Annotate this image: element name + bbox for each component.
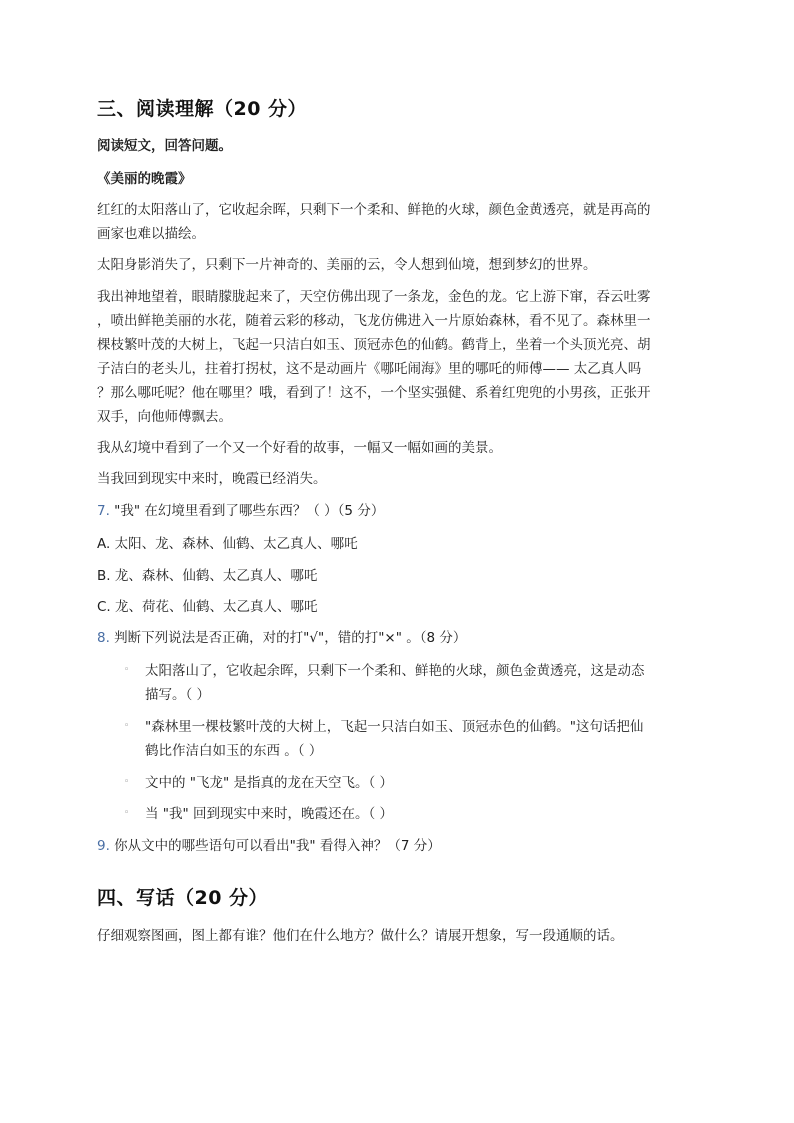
text-line: 文中的 "飞龙" 是指真的龙在天空飞。（ ） [145,775,394,791]
question-text: 你从文中的哪些语句可以看出"我" 看得入神？（7 分） [109,838,441,854]
passage-paragraph-2: 太阳身影消失了，只剩下一片神奇的、美丽的云，令人想到仙境，想到梦幻的世界。 [97,257,597,273]
bullet-icon: ◦ [124,721,130,731]
section4-title: 四、写话（20 分） [97,887,269,909]
question-number: 9. [97,838,110,854]
text-line: "森林里一棵枝繁叶茂的大树上，飞起一只洁白如玉、顶冠赤色的仙鹤。"这句话把仙 [145,719,644,735]
q7-option-b: B. 龙、森林、仙鹤、太乙真人、哪吒 [97,568,318,584]
q8-statement-3 [145,771,705,795]
text-line: 鹤比作洁白如玉的东西 。（ ） [145,743,323,759]
section4-instruction: 仔细观察图画，图上都有谁？他们在什么地方？做什么？请展开想象，写一段通顺的话。 [97,928,624,944]
question-number: 7. [97,503,110,519]
text-line: 双手，向他师傅飘去。 [97,409,232,425]
text-line: 棵枝繁叶茂的大树上，飞起一只洁白如玉、顶冠赤色的仙鹤。鹤背上，坐着一个头顶光亮、胡 [97,337,651,353]
text-line: 画家也难以描绘。 [97,226,205,242]
passage-paragraph-4: 我从幻境中看到了一个又一个好看的故事，一幅又一幅如画的美景。 [97,440,502,456]
passage-paragraph-3 [97,285,702,429]
text-line: 我出神地望着，眼睛朦胧起来了，天空仿佛出现了一条龙，金色的龙。它上游下窜，吞云吐雾 [97,289,651,305]
q8-statement-2 [145,715,705,763]
text-line: 描写。（ ） [145,687,211,703]
text-line: 太阳落山了，它收起余晖，只剩下一个柔和、鲜艳的火球，颜色金黄透亮，这是动态 [145,663,645,679]
bullet-icon: ◦ [124,777,130,787]
question-text: "我" 在幻境里看到了哪些东西？（ ）（5 分） [109,503,385,519]
passage-paragraph-1 [97,198,702,246]
bullet-icon: ◦ [124,808,130,818]
question-number: 8. [97,630,110,646]
text-line: ，喷出鲜艳美丽的水花，随着云彩的移动，飞龙仿佛进入一片原始森林，看不见了。森林里一 [97,313,651,329]
text-line: 子洁白的老头儿，拄着打拐杖，这不是动画片《哪吒闹海》里的哪吒的师傅—— 太乙真人吗 [97,361,642,377]
q8-statement-1 [145,659,705,707]
q7-option-a: A. 太阳、龙、森林、仙鹤、太乙真人、哪吒 [97,536,358,552]
question-7 [97,499,384,523]
question-8 [97,626,466,650]
question-text: 判断下列说法是否正确，对的打"√"，错的打"×" 。（8 分） [109,630,467,646]
text-line: 当 "我" 回到现实中来时，晚霞还在。（ ） [145,806,394,822]
q7-option-c: C. 龙、荷花、仙鹤、太乙真人、哪吒 [97,599,318,615]
bullet-icon: ◦ [124,665,130,675]
section3-title: 三、阅读理解（20 分） [97,98,308,120]
section3-instruction: 阅读短文，回答问题。 [97,138,232,154]
q8-statement-4 [145,802,705,826]
passage-title: 《美丽的晚霞》 [97,171,192,187]
question-9 [97,834,441,858]
text-line: ？那么哪吒呢？他在哪里？哦，看到了！这不，一个坚实强健、系着红兜兜的小男孩，正张开 [97,385,651,401]
passage-paragraph-5: 当我回到现实中来时，晚霞已经消失。 [97,471,327,487]
text-line: 红红的太阳落山了，它收起余晖，只剩下一个柔和、鲜艳的火球，颜色金黄透亮，就是再高的 [97,202,651,218]
